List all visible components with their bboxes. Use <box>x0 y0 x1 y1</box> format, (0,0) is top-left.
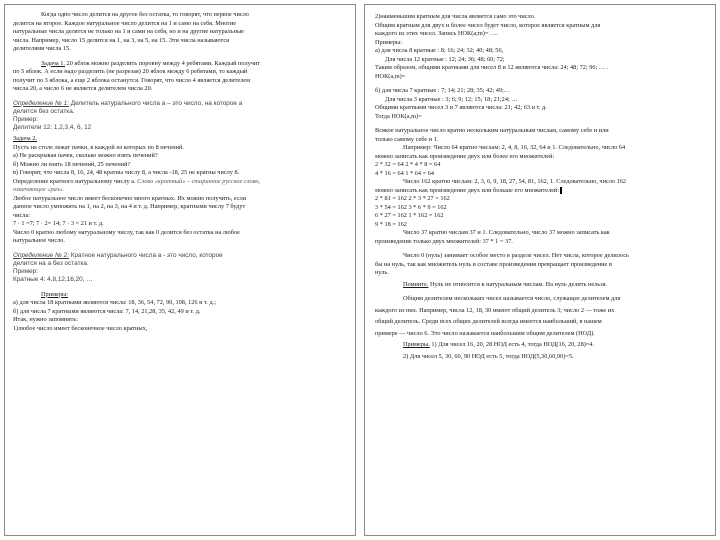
paragraph-line: произведение только двух множителей: 37 * 1 = 37. <box>375 237 513 245</box>
paragraph-line: Общим делителем нескольких чисел называется число, служащее делителем для <box>403 295 621 302</box>
equation-line: 9 * 18 = 162 <box>375 220 407 228</box>
example-line: 1)любое число имеет бесконечное число кратных, <box>13 324 148 332</box>
paragraph-line: Примеры: <box>375 38 402 46</box>
example-line: а) для числа 18 кратными являются числа: 18, 36, 54, 72, 90, 108, 126 и т. д.; <box>13 299 216 307</box>
task-line: по 5 яблок. А если надо разделить (не разрезая) 20 яблок между 6 ребятами, то каждый <box>13 68 248 75</box>
paragraph-line: данное число умножить на 1, на 2, на 3, на 4 и т. д. Например, кратными числу 7 будут <box>13 203 246 211</box>
paragraph-line: числа. Например, число 15 делится на 1, на 3, на 5, на 15. Эти числа называются <box>13 36 230 44</box>
document-page-right <box>364 4 716 536</box>
remember-note: Помните. Нуль не относится к натуральным числам. На нуль делить нельзя. <box>403 280 608 288</box>
task-line: б) Можно ли взять 18 печений, 25 печений? <box>13 160 131 168</box>
paragraph-line: НОК(a,m)= <box>375 72 406 80</box>
paragraph-line: а) для числа 8 кратные : 8; 16; 24; 32; 40; 48; 56, <box>375 47 504 54</box>
paragraph-line: каждого из них. Например, числа 12, 18, 30 имеют общий делитель 3; число 2 — тоже их <box>375 306 615 314</box>
paragraph-line: нуль. <box>375 269 389 276</box>
paragraph-line: делится на второе. Каждое натуральное число делится на 1 и само на себя. Многие <box>13 19 237 27</box>
paragraph-line: можно записать как произведение двух или больше его множителей: <box>375 187 707 196</box>
paragraph-line: б) для числа 7 кратные : 7; 14; 21; 28; 35; 42; 49;… <box>375 87 511 94</box>
paragraph-line: Когда одно число делится на другое без остатка, то говорят, что первое число <box>41 11 249 18</box>
equation-line: 4 * 16 = 64 1 * 64 = 64 <box>375 169 435 177</box>
equation-line: 3 * 54 = 162 3 * 6 * 9 = 162 <box>375 203 447 211</box>
paragraph-line: Число 0 (нуль) занимает особое место в разделе чисел. Нет числа, которое делилось <box>403 252 629 259</box>
example-line: Итак, нужно запомнить: <box>13 316 78 324</box>
definition-2-example: Пример: <box>13 268 38 276</box>
definition-1: Определение № 1: Делитель натурального числа a – это число, на которое a делится без остатка. Пример: Делители 12: 1,2,3,4, 6, 12 <box>13 100 347 133</box>
paragraph-line: числа: <box>13 211 31 219</box>
paragraph-line: Всякое натуральное число кратно нескольким натуральным числам, самому себе и или <box>375 127 609 134</box>
task-line: Пусть на столе лежат пачки, в каждой из которых по 8 печений. <box>13 143 184 151</box>
definition-2-values: Кратные 4: 4,8,12,16,20, … <box>13 276 93 284</box>
paragraph-line: Любое натуральное число имеет бесконечно много кратных. Их можно получить, если <box>13 194 247 202</box>
definition-1-values: Делители 12: 1,2,3,4, 6, 12 <box>13 124 92 132</box>
definition-2-title: Определение № 2: <box>13 251 69 259</box>
paragraph-line: 7 · 1 =7; 7 · 2= 14; 7 · 3 = 21 и т. д. <box>13 220 104 228</box>
definition-2-cont: делится на a без остатка. <box>13 260 89 268</box>
task1-label: Задача 1. <box>41 59 65 67</box>
definition-1-cont: делится без остатка. <box>13 107 75 115</box>
paragraph-line: Общим кратным для двух и более чисел будет число, которое является кратным для <box>375 21 601 29</box>
example-line: б) для числа 7 кратными являются числа: 7, 14, 21,28, 35, 42, 49 и т. д. <box>13 307 201 315</box>
definition-1-title: Определение № 1: <box>13 99 69 107</box>
definition-1-example: Пример: <box>13 115 38 123</box>
task-line: получит по 3 яблока, а еще 2 яблока останутся. Говорят, что число 4 является делителем <box>13 76 251 84</box>
paragraph-line: Например: Число 64 кратно числам: 2, 4, 8, 16, 32, 64 и 1. Следовательно, число 64 <box>403 144 626 151</box>
paragraph-line: 2)наименьшим кратным для числа является само это число. <box>375 13 536 20</box>
examples-label: Примеры: <box>41 290 68 298</box>
paragraph-line: Число 0 кратно любому натуральному числу, так как 0 делится без остатка на любое <box>13 228 240 236</box>
remember-label: Помните. <box>403 280 429 288</box>
equation-line: 2 * 81 = 162 2 * 3 * 27 = 162 <box>375 195 450 202</box>
paragraph-line: Общими кратными чисел 3 и 7 являются числа: 21; 42; 63 и т. д. <box>375 104 547 111</box>
gcd-example: Примеры. 1) Для чисел 16, 20, 28 НОД есть 4, тогда НОД(16, 20, 28)=4. <box>403 341 595 348</box>
paragraph-line: бы на нуль, так как множитель нуль в составе произведения превращает произведение в <box>375 260 612 268</box>
gcd-examples-label: Примеры. <box>403 341 430 348</box>
paragraph-line: каждого из этих чисел. Запись НОК(a;m)= …. <box>375 30 498 37</box>
task1: Задача 1. 20 яблок можно разделить поровну между 4 ребятами. Каждый получит <box>41 59 261 67</box>
equation-line: 6 * 27 = 162 1 * 162 = 162 <box>375 212 444 219</box>
paragraph-line: Число 37 кратно числам 37 и 1. Следовательно, число 37 можно записать как <box>403 229 610 236</box>
paragraph-line: Для числа 3 кратные : 3; 6; 9; 12; 15; 18; 21;24; … <box>385 95 518 103</box>
inline-definition: Определение кратного натуральному числу a. Слово «кратный» – старинное русское слово, <box>13 177 261 185</box>
paragraph-line: только самому себе и 1. <box>375 135 439 143</box>
paragraph-line: примере — число 6. Это число называется наибольшим общим делителем (НОД). <box>375 329 595 337</box>
paragraph-line: Для числа 12 кратные : 12; 24; 36; 48; 60; 72; <box>385 55 505 63</box>
paragraph-line: натуральное число. <box>13 237 65 245</box>
task2-label: Задача 2. <box>13 135 37 143</box>
paragraph-line: натуральные числа делятся не только на 1 и сами на себя, но и на другие натуральные <box>13 28 244 35</box>
task-line: числа 20, а число 6 не является делителем числа 20. <box>13 85 153 92</box>
paragraph-line: Тогда НОК(a,m)= <box>375 112 422 120</box>
paragraph-line: общий делитель. Среди всех общих делителей всегда имеется наибольший, в нашем <box>375 318 602 325</box>
paragraph-line: можно записать как произведение двух или более его множителей: <box>375 152 555 160</box>
paragraph-line: Таким образом, общими кратными для чисел 8 и 12 являются числа: 24; 48; 72; 96; … . <box>375 64 609 71</box>
paragraph-line: делителями числа 15. <box>13 45 71 52</box>
gcd-example: 2) Для чисел 5, 30, 60, 90 НОД есть 5, тогда НОД(5,30,60,90)=5. <box>403 352 574 360</box>
paragraph-line: Число 162 кратно числам: 2, 3, 6, 9, 18, 27, 54, 81, 162, 1. Следовательно, число 162 <box>403 178 627 185</box>
task-line: а) Не раскрывая пачек, сколько можно взять печений? <box>13 152 158 160</box>
text-cursor <box>560 187 562 194</box>
inline-definition-tail: означающее «раз». <box>13 186 65 194</box>
document-page-left <box>4 4 356 536</box>
definition-2: Определение № 2: Кратное натурального числа a - это число, которое делится на a без остатка. Пример: Кратные 4: 4,8,12,16,20, … <box>13 252 347 285</box>
task-line: в) Говорят, что числа 8, 16, 24, 48 кратны числу 8, а числа -18, 25 не кратны числу 8. <box>13 169 240 177</box>
equation-line: 2 * 32 = 64 2 * 4 * 8 = 64 <box>375 161 441 168</box>
